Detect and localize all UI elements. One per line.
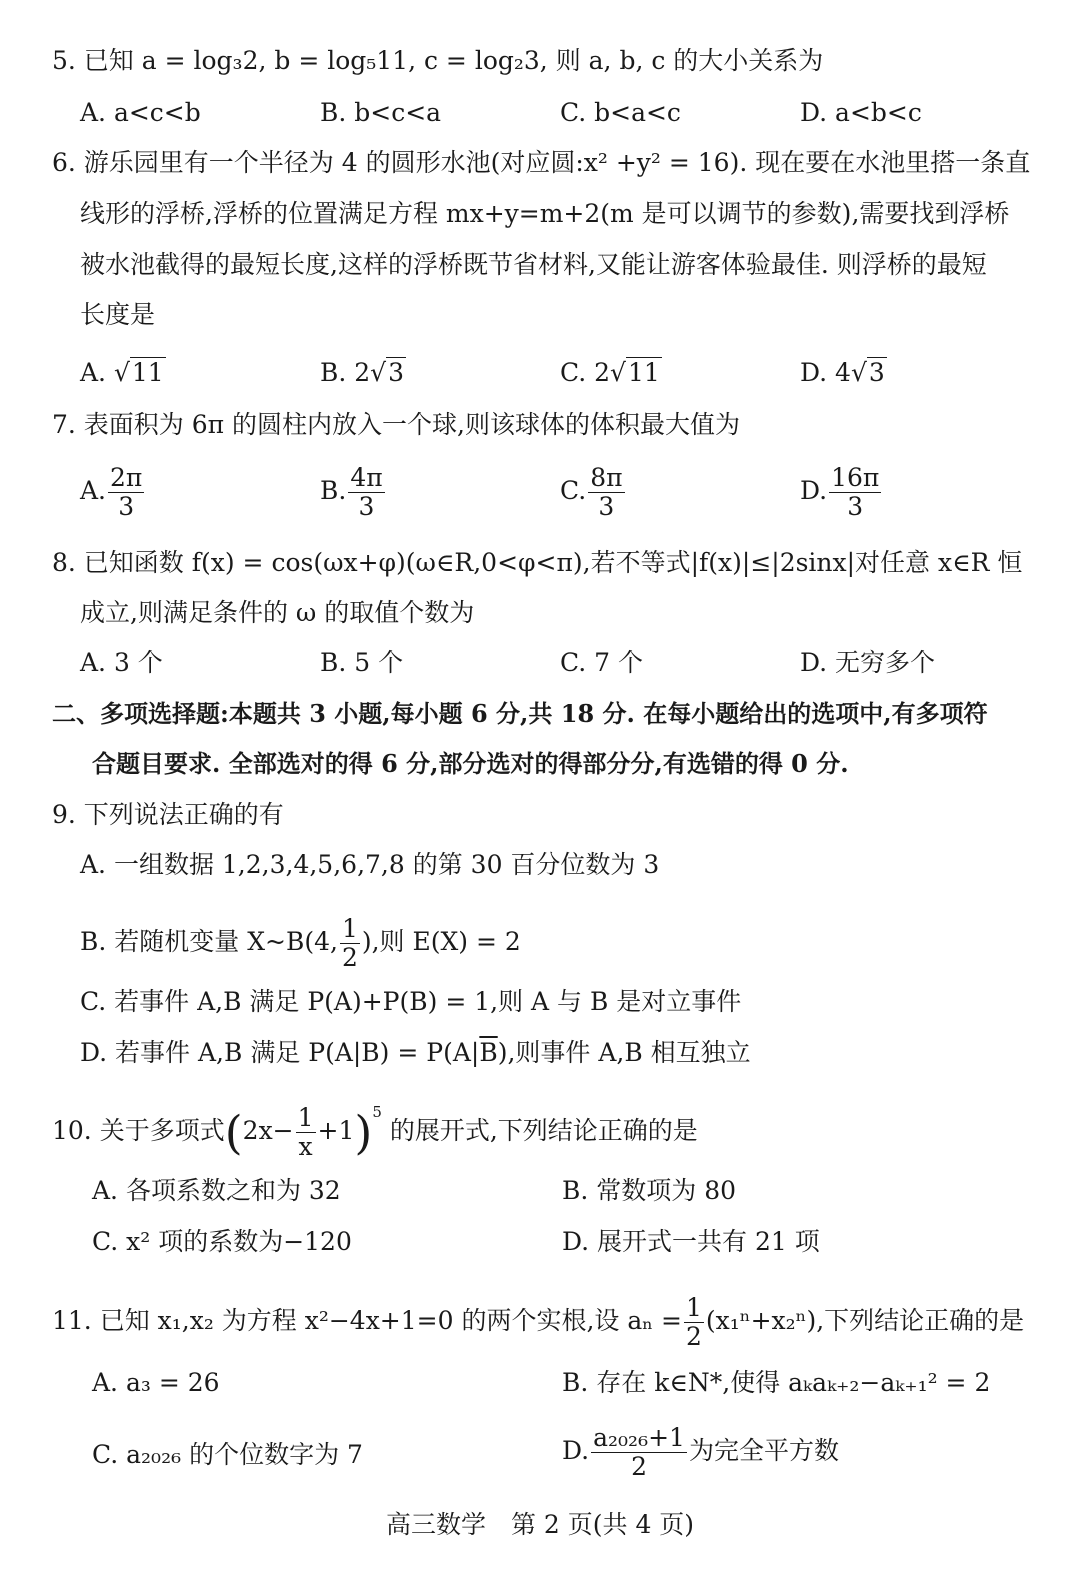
question-8-line-1: 8. 已知函数 f(x) = cos(ωx+φ)(ω∈R,0<φ<π),若不等式|f(x)|≤|2sinx|对任意 x∈R 恒 — [52, 548, 1023, 577]
q7-option-b: B. $\frac{4\pi}{3}$ — [320, 463, 383, 521]
q10-option-d: D. 展开式一共有 21 项 — [562, 1227, 820, 1256]
q10-option-c: C. x² 项的系数为−120 — [92, 1227, 352, 1256]
q8-option-c: C. 7 个 — [560, 648, 643, 677]
q11-option-a: A. a₃ = 26 — [92, 1368, 220, 1397]
q11-option-c: C. a₂₀₂₆ 的个位数字为 7 — [92, 1440, 363, 1469]
q6-option-a: A. √11 — [80, 358, 164, 387]
section-2-heading: 二、多项选择题:本题共 3 小题,每小题 6 分,共 18 分. 在每小题给出的选项中,有多项符 — [52, 699, 988, 728]
q8-option-a: A. 3 个 — [80, 648, 163, 677]
q6-option-c: C. 2√11 — [560, 358, 660, 387]
page-footer: 高三数学 第 2 页(共 4 页) — [385, 1510, 695, 1539]
q5-option-d: D. a<b<c — [800, 98, 922, 127]
q5-option-a: A. a<c<b — [80, 98, 201, 127]
question-7-stem: 7. 表面积为 6π 的圆柱内放入一个球,则该球体的体积最大值为 — [52, 410, 740, 439]
question-8-line-2: 成立,则满足条件的 ω 的取值个数为 — [80, 598, 475, 627]
q11-option-b: B. 存在 k∈N*,使得 aₖaₖ₊₂−aₖ₊₁² = 2 — [562, 1368, 991, 1397]
q10-option-b: B. 常数项为 80 — [562, 1176, 737, 1205]
question-6-line-3: 被水池截得的最短长度,这样的浮桥既节省材料,又能让游客体验最佳. 则浮桥的最短 — [80, 250, 987, 279]
section-2-instructions: 合题目要求. 全部选对的得 6 分,部分选对的得部分分,有选错的得 0 分. — [92, 749, 849, 778]
q9-option-d: D. 若事件 A,B 满足 $P(A|B) = P(A|\overline{B})$,则事件 A,B 相互独立 — [80, 1038, 751, 1067]
q10-option-a: A. 各项系数之和为 32 — [92, 1176, 341, 1205]
q5-option-b: B. b<c<a — [320, 98, 442, 127]
q6-option-b: B. 2√3 — [320, 358, 405, 387]
q8-option-b: B. 5 个 — [320, 648, 404, 677]
question-9-stem: 9. 下列说法正确的有 — [52, 800, 284, 829]
q7-option-c: C. $\frac{8\pi}{3}$ — [560, 463, 623, 521]
question-6-line-4: 长度是 — [80, 300, 156, 329]
question-10-stem: 10. 关于多项式(2x− $\frac{1}{x}$ +1)$^5$ 的展开式,下列结论正确的是 — [52, 1103, 698, 1161]
q11-option-d: D. $\frac{\text{a₂₀₂₆+1}}{2}$ 为完全平方数 — [562, 1423, 839, 1481]
q7-option-a: A. $\frac{2\pi}{3}$ — [80, 463, 143, 521]
q9-option-c: C. 若事件 A,B 满足 P(A)+P(B) = 1,则 A 与 B 是对立事件 — [80, 987, 742, 1016]
question-6-line-1: 6. 游乐园里有一个半径为 4 的圆形水池(对应圆:x² +y² = 16). 现在要在水池里搭一条直 — [52, 148, 1031, 177]
q6-option-d: D. 4√3 — [800, 358, 885, 387]
q8-option-d: D. 无穷多个 — [800, 648, 936, 677]
q9-option-a: A. 一组数据 1,2,3,4,5,6,7,8 的第 30 百分位数为 3 — [80, 850, 660, 879]
q7-option-d: D. $\frac{16\pi}{3}$ — [800, 463, 880, 521]
q9-option-b: B. 若随机变量 X~B(4, $\frac{1}{2}$ ),则 E(X) = 2 — [80, 914, 521, 972]
question-11-stem: 11. 已知 x₁,x₂ 为方程 x²−4x+1=0 的两个实根,设 aₙ = $\frac{1}{2}$ (x₁ⁿ+x₂ⁿ),下列结论正确的是 — [52, 1293, 1025, 1351]
question-5-stem: 5. 已知 a = log₃2, b = log₅11, c = log₂3, 则 a, b, c 的大小关系为 — [52, 46, 824, 75]
question-6-line-2: 线形的浮桥,浮桥的位置满足方程 mx+y=m+2(m 是可以调节的参数),需要找到浮桥 — [80, 199, 1010, 228]
q5-option-c: C. b<a<c — [560, 98, 681, 127]
